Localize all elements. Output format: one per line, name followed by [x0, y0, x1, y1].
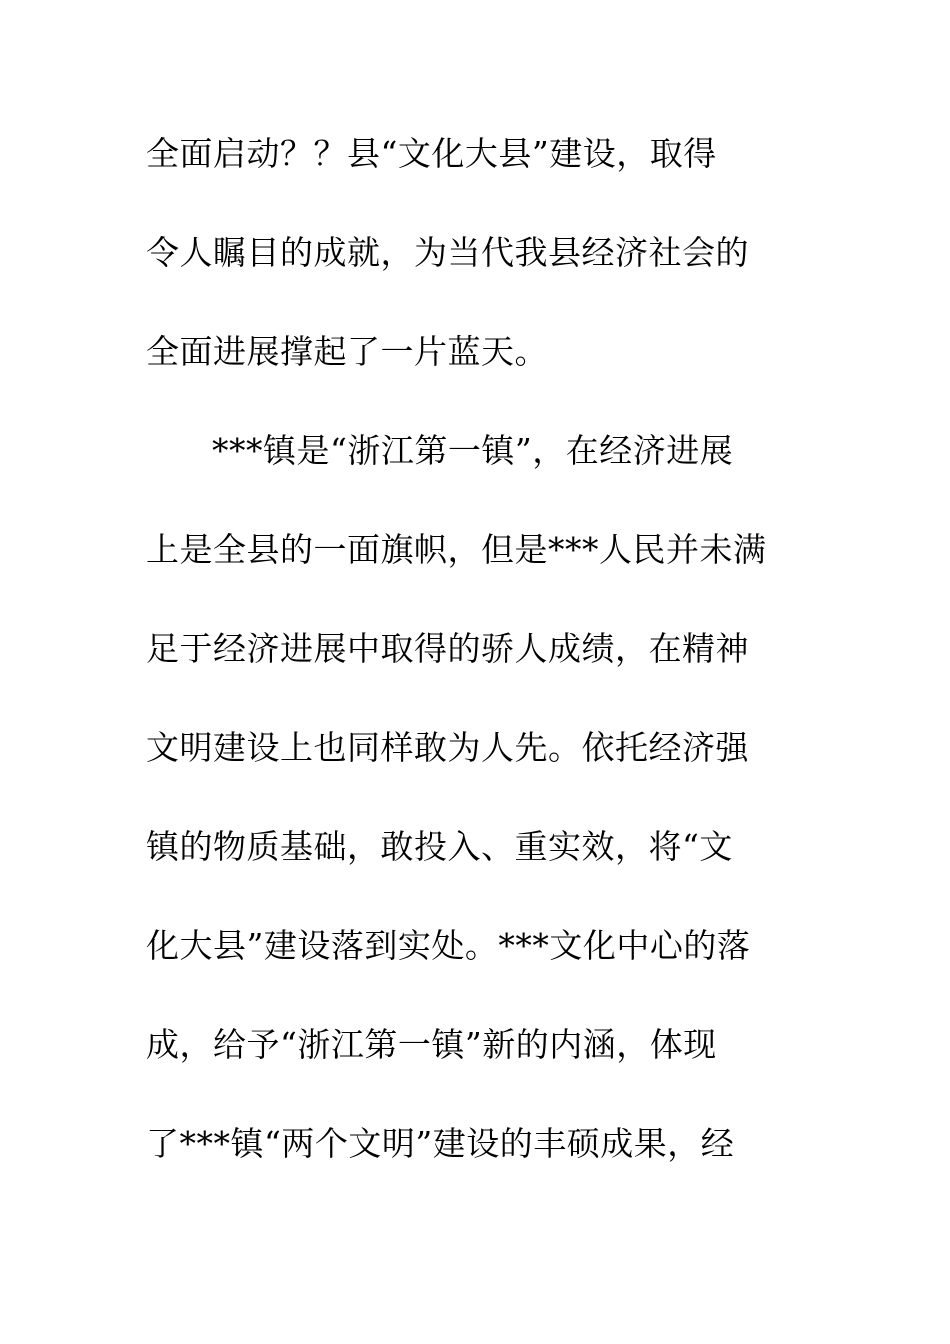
text-line-paragraph-start: ***镇是“浙江第一镇”，在经济进展 — [212, 431, 734, 470]
text-line: 文明建设上也同样敢为人先。依托经济强 — [146, 728, 749, 767]
text-line: 令人瞩目的成就，为当代我县经济社会的 — [146, 233, 749, 272]
text-line: 成，给予“浙江第一镇”新的内涵，体现 — [146, 1025, 717, 1064]
text-line: 全面进展撑起了一片蓝天。 — [146, 332, 548, 371]
text-line: 全面启动？？县“文化大县”建设，取得 — [146, 134, 717, 173]
text-line: 上是全县的一面旗帜，但是***人民并未满 — [146, 530, 767, 569]
text-line: 化大县”建设落到实处。***文化中心的落 — [146, 926, 751, 965]
body-text — [146, 118, 796, 1207]
text-line: 了***镇“两个文明”建设的丰硕成果，经 — [146, 1124, 735, 1163]
text-line: 镇的物质基础，敢投入、重实效，将“文 — [146, 827, 733, 866]
text-line: 足于经济进展中取得的骄人成绩，在精神 — [146, 629, 749, 668]
